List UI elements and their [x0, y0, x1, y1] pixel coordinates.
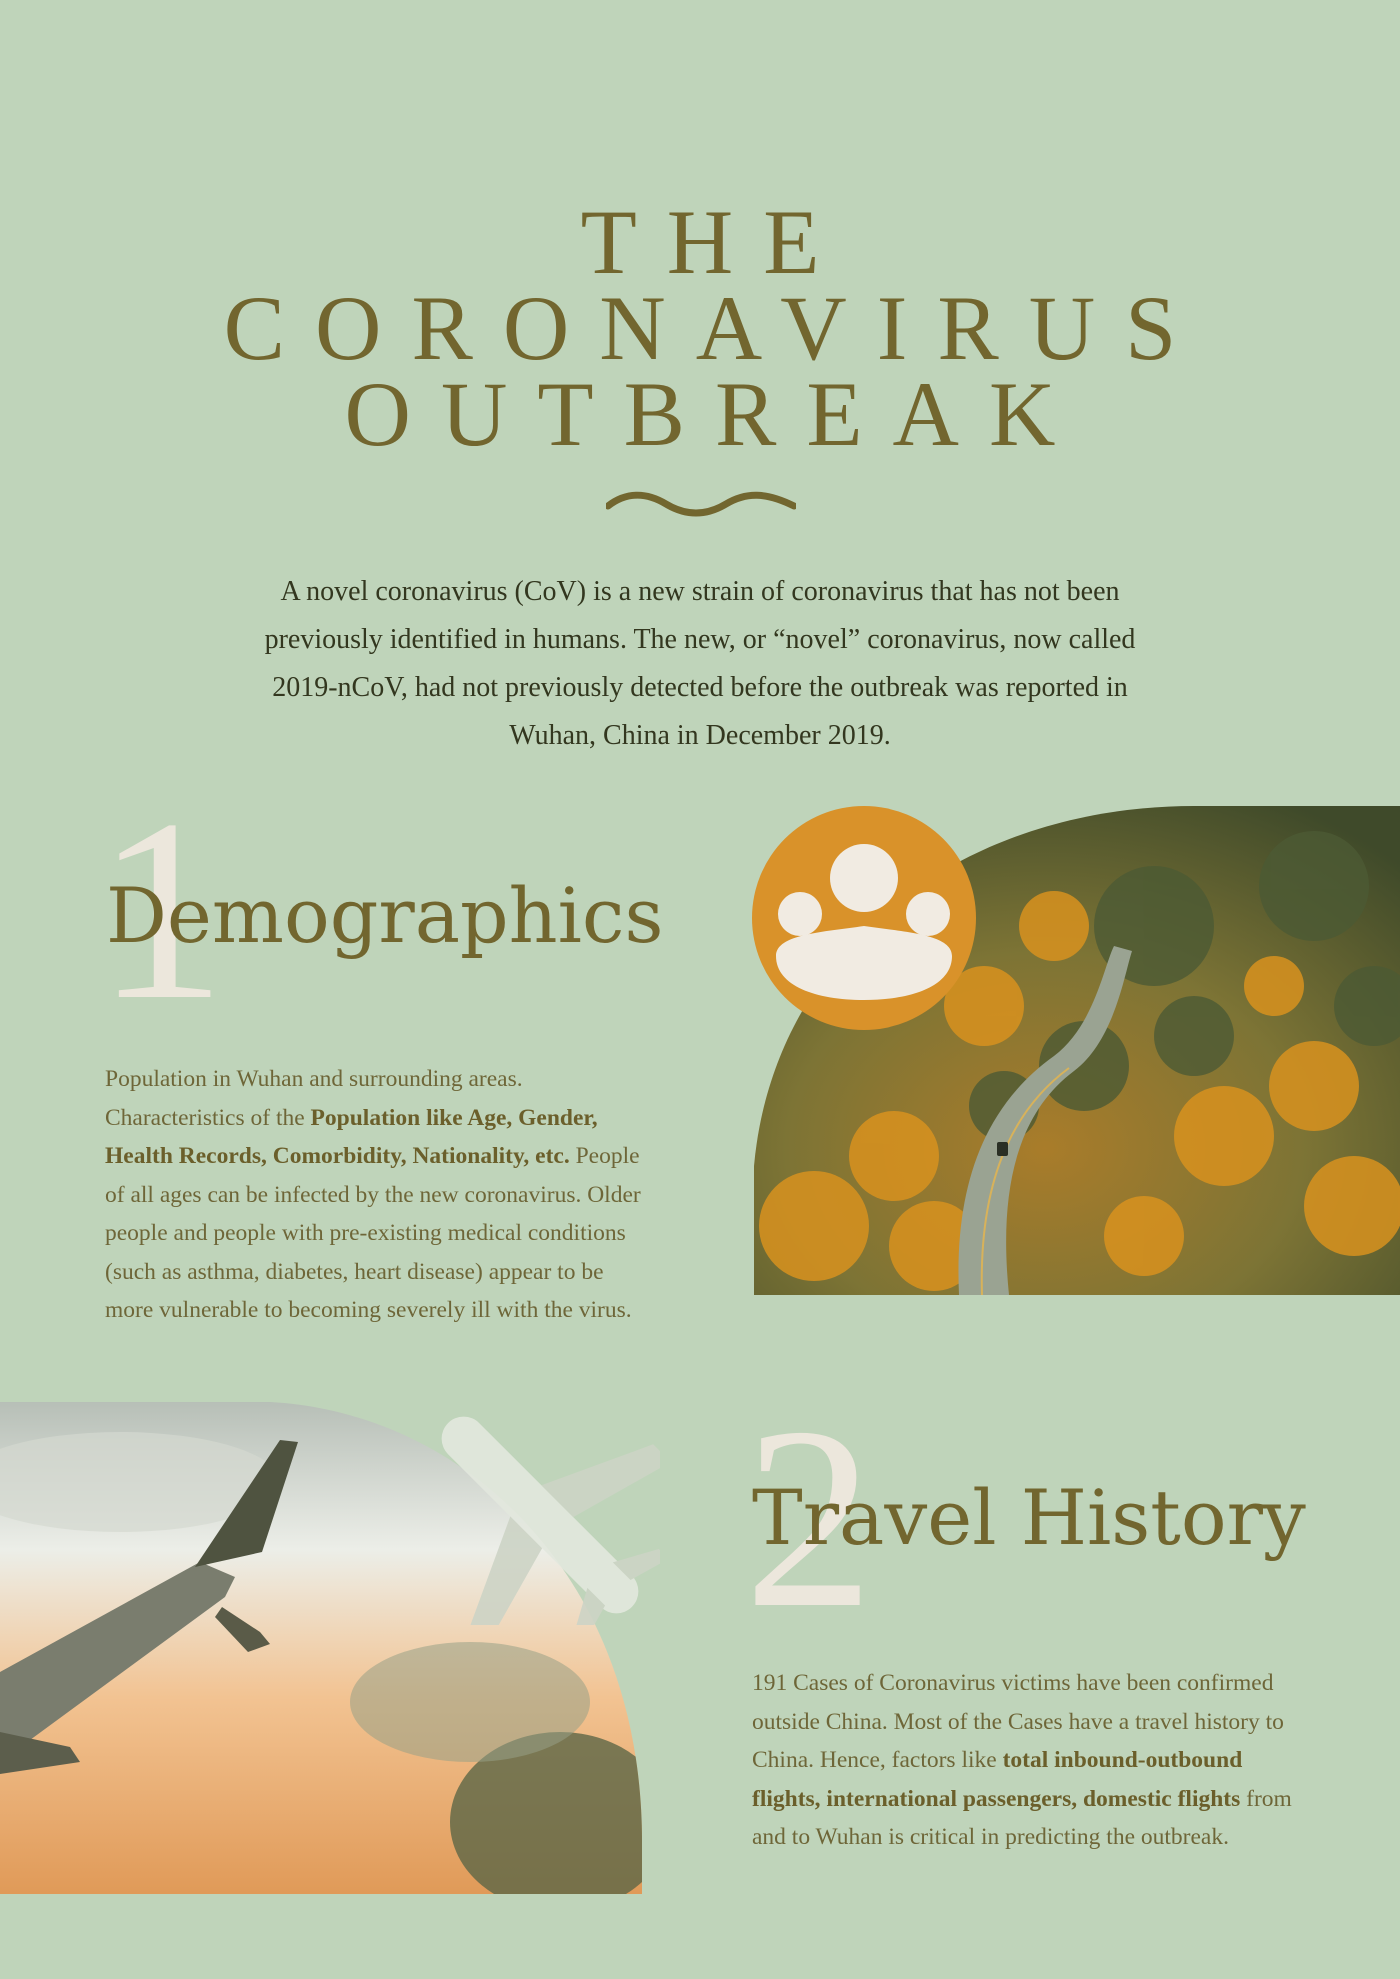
title-line-3: OUTBREAK	[344, 363, 1086, 465]
wave-divider	[606, 490, 796, 518]
people-group-icon	[752, 806, 976, 1030]
travel-history-text: 191 Cases of Coronavirus victims have been confirmed outside China. Most of the Cases have a travel history to China. Hence, factors like total inbound-outbound flights, international passengers, domestic flights from and to Wuhan is critical in predicting the outbreak.	[752, 1670, 1292, 1850]
section-title-travel-history: Travel History	[752, 1473, 1306, 1562]
intro-paragraph: A novel coronavirus (CoV) is a new strain of coronavirus that has not been previously identified in humans. The new, or “novel” coronavirus, now called 2019-nCoV, had not previously detected before the outbreak was reported in Wuhan, China in December 2019.	[264, 576, 1136, 751]
title-line-2: CORONAVIRUS	[223, 277, 1207, 379]
title-line-1: THE	[580, 191, 850, 293]
section-title-demographics: Demographics	[106, 871, 664, 960]
section-number-2: 2	[744, 1374, 874, 1662]
airplane-icon	[420, 1405, 660, 1625]
section-number-1: 1	[96, 766, 226, 1054]
demographics-text: Population in Wuhan and surrounding areas. Characteristics of the Population like Age, Gender, Health Records, Comorbidity, Nationality, etc. People of all ages can be infected by the new coronavirus. Older people and people with pre-existing medical conditions (such as asthma, diabetes, heart disease) appear to be more vulnerable to becoming severely ill with the virus.	[105, 1066, 641, 1323]
demographics-bold: Population like Age, Gender, Health Records, Comorbidity, Nationality, etc.	[105, 1104, 598, 1169]
travel-history-bold: total inbound-outbound flights, international passengers, domestic flights	[752, 1747, 1243, 1812]
